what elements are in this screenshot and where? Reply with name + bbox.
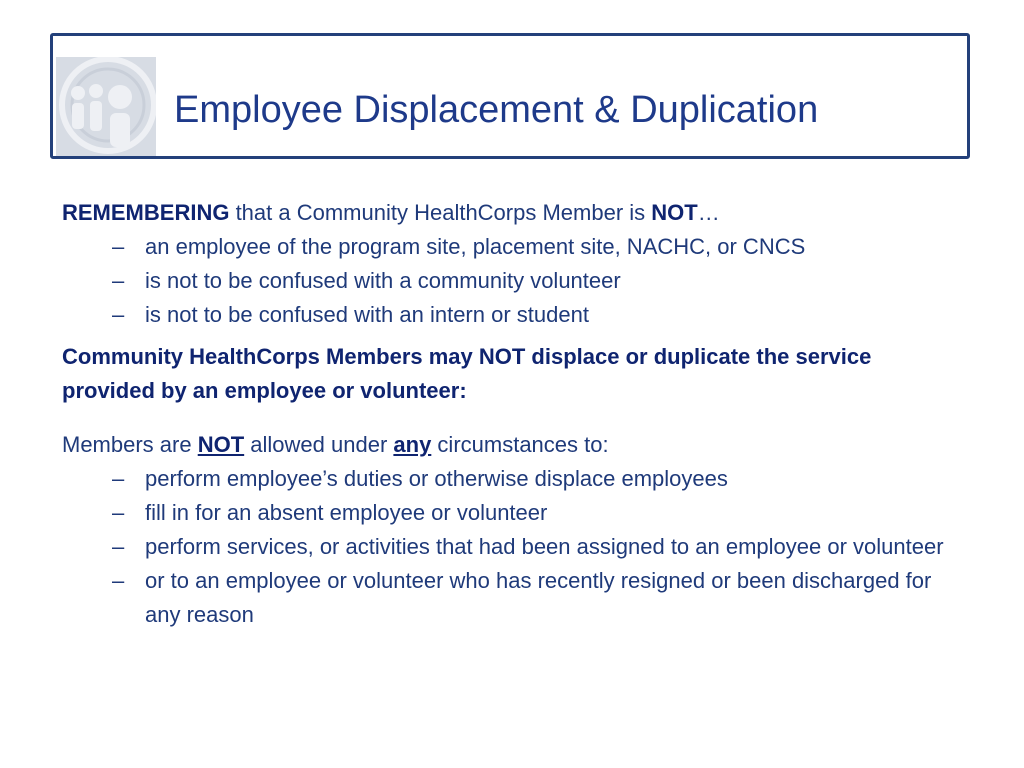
intro-bullet — [62, 264, 962, 298]
intro-bullet-text: is not to be confused with an intern or student — [145, 302, 589, 327]
title-box — [50, 33, 970, 159]
community-healthcorps-logo-icon — [56, 57, 156, 159]
dash-bullet-icon: – — [112, 568, 125, 593]
dash-bullet-icon: – — [112, 268, 125, 293]
restriction-bullet — [62, 496, 962, 530]
intro-bullet-text: is not to be confused with a community volunteer — [145, 268, 621, 293]
intro-line — [62, 196, 962, 230]
intro-text: that a Community HealthCorps Member is — [229, 200, 652, 225]
intro-bullet — [62, 298, 962, 332]
restrictions-text-3: circumstances to: — [431, 432, 609, 457]
restriction-bullet-text: perform employee’s duties or otherwise displace employees — [145, 466, 728, 491]
slide-title: Employee Displacement & Duplication — [174, 89, 819, 131]
restriction-bullet — [62, 462, 962, 496]
restriction-bullet-text: fill in for an absent employee or volunteer — [145, 500, 548, 525]
intro-not: NOT — [651, 200, 698, 225]
restriction-bullet — [62, 530, 962, 564]
intro-bullet-text: an employee of the program site, placement site, NACHC, or CNCS — [145, 234, 806, 259]
dash-bullet-icon: – — [112, 500, 125, 525]
restriction-bullet — [62, 564, 962, 632]
restrictions-lead — [62, 428, 962, 462]
dash-bullet-icon: – — [112, 302, 125, 327]
remembering-label: REMEMBERING — [62, 200, 230, 225]
restrictions-text-1: Members are — [62, 432, 198, 457]
restriction-bullet-text: or to an employee or volunteer who has recently resigned or been discharged for any reason — [145, 568, 932, 627]
statement-paragraph: Community HealthCorps Members may NOT displace or duplicate the service provided by an employee or volunteer: — [62, 344, 872, 403]
intro-ellipsis: … — [697, 200, 720, 225]
restrictions-any: any — [393, 432, 432, 457]
intro-bullet — [62, 230, 962, 264]
restriction-bullet-text: perform services, or activities that had been assigned to an employee or volunteer — [145, 534, 944, 559]
slide-body — [62, 196, 962, 632]
restrictions-text-2: allowed under — [244, 432, 394, 457]
restrictions-not: NOT — [197, 432, 245, 457]
dash-bullet-icon: – — [112, 234, 125, 259]
dash-bullet-icon: – — [112, 466, 125, 491]
logo-graphic — [56, 57, 156, 159]
dash-bullet-icon: – — [112, 534, 125, 559]
